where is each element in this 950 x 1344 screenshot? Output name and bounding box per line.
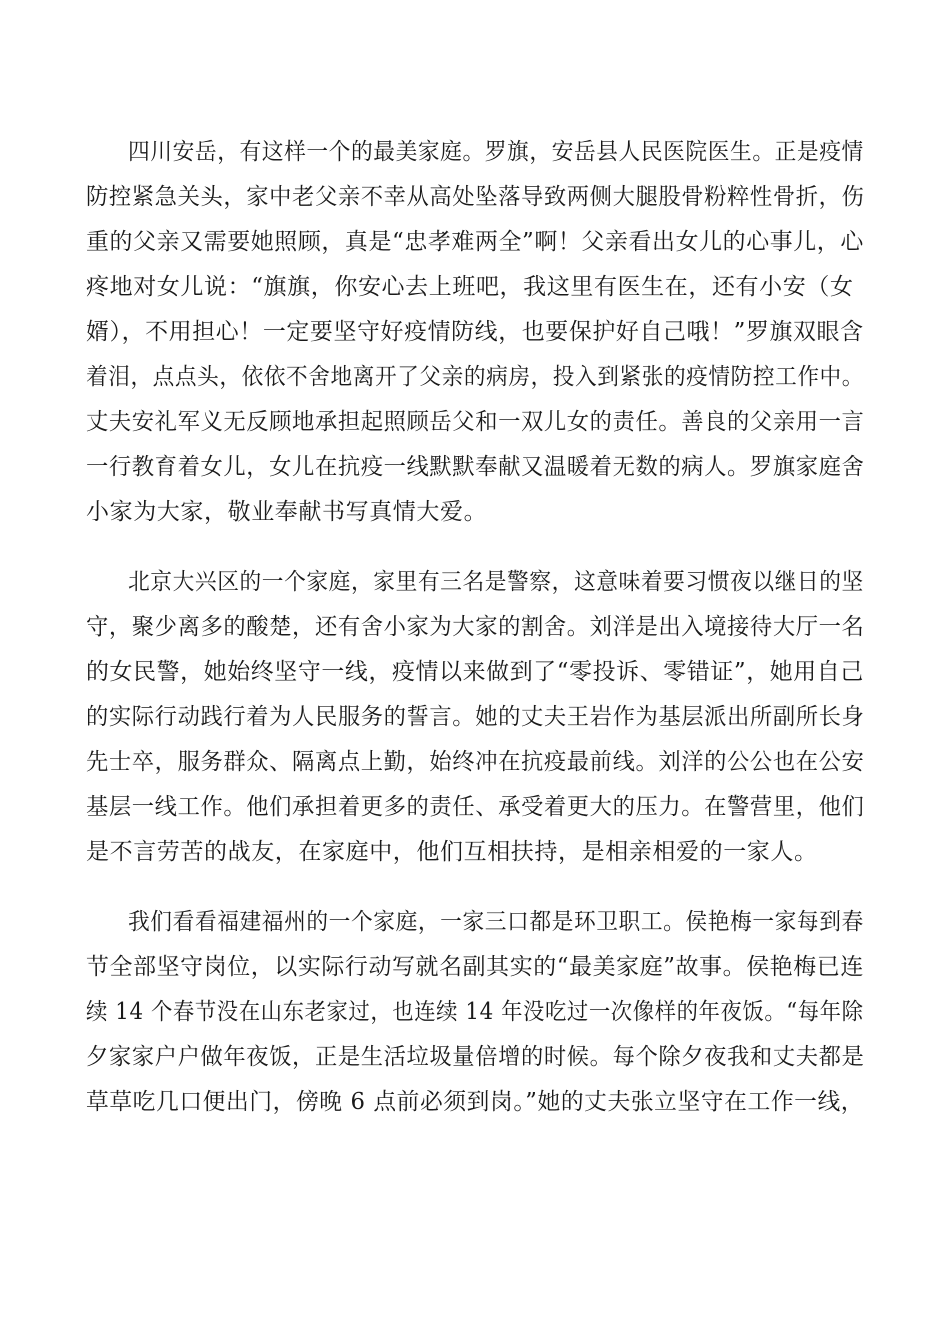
paragraph-line: 节全部坚守岗位，以实际行动写就名副其实的“最美家庭”故事。侯艳梅已连: [86, 954, 864, 980]
paragraph-line: 夕家家户户做年夜饭，正是生活垃圾量倍增的时候。每个除夕夜我和丈夫都是: [86, 1044, 865, 1070]
paragraph-line: 的实际行动践行着为人民服务的誓言。她的丈夫王岩作为基层派出所副所长身: [86, 704, 865, 730]
paragraph-line: 草草吃几口便出门，傍晚 6 点前必须到岗。”她的丈夫张立坚守在工作一线，: [86, 1089, 865, 1115]
paragraph-line: 婿），不用担心！一定要坚守好疫情防线，也要保护好自己哦！”罗旗双眼含: [86, 319, 864, 345]
paragraph-line: 防控紧急关头，家中老父亲不幸从高处坠落导致两侧大腿股骨粉粹性骨折，伤: [86, 184, 865, 210]
paragraph-line: 重的父亲又需要她照顾，真是“忠孝难两全”啊！父亲看出女儿的心事儿，心: [86, 229, 864, 255]
paragraph-line: 是不言劳苦的战友，在家庭中，他们互相扶持，是相亲相爱的一家人。: [86, 839, 818, 865]
paragraph-line: 着泪，点点头，依依不舍地离开了父亲的病房，投入到紧张的疫情防控工作中。: [86, 364, 865, 390]
paragraph-line: 我们看看福建福州的一个家庭，一家三口都是环卫职工。侯艳梅一家每到春: [128, 909, 864, 935]
paragraph-line: 基层一线工作。他们承担着更多的责任、承受着更大的压力。在警营里，他们: [86, 794, 865, 820]
paragraph-line: 北京大兴区的一个家庭，家里有三名是警察，这意味着要习惯夜以继日的坚: [128, 569, 864, 595]
paragraph-line: 四川安岳，有这样一个的最美家庭。罗旗，安岳县人民医院医生。正是疫情: [128, 139, 864, 165]
paragraph-line: 先士卒，服务群众、隔离点上勤，始终冲在抗疫最前线。刘洋的公公也在公安: [86, 749, 865, 775]
paragraph-line: 丈夫安礼军义无反顾地承担起照顾岳父和一双儿女的责任。善良的父亲用一言: [86, 409, 865, 435]
paragraph-line: 一行教育着女儿，女儿在抗疫一线默默奉献又温暖着无数的病人。罗旗家庭舍: [86, 454, 865, 480]
paragraph-line: 小家为大家，敬业奉献书写真情大爱。: [86, 499, 488, 525]
paragraph-line: 的女民警，她始终坚守一线，疫情以来做到了“零投诉、零错证”，她用自己: [86, 659, 864, 685]
paragraph-line: 续 14 个春节没在山东老家过，也连续 14 年没吃过一次像样的年夜饭。“每年除: [86, 999, 864, 1025]
paragraph-line: 疼地对女儿说：“旗旗，你安心去上班吧，我这里有医生在，还有小安（女: [86, 274, 854, 300]
paragraph-line: 守，聚少离多的酸楚，还有舍小家为大家的割舍。刘洋是出入境接待大厅一名: [86, 614, 865, 640]
